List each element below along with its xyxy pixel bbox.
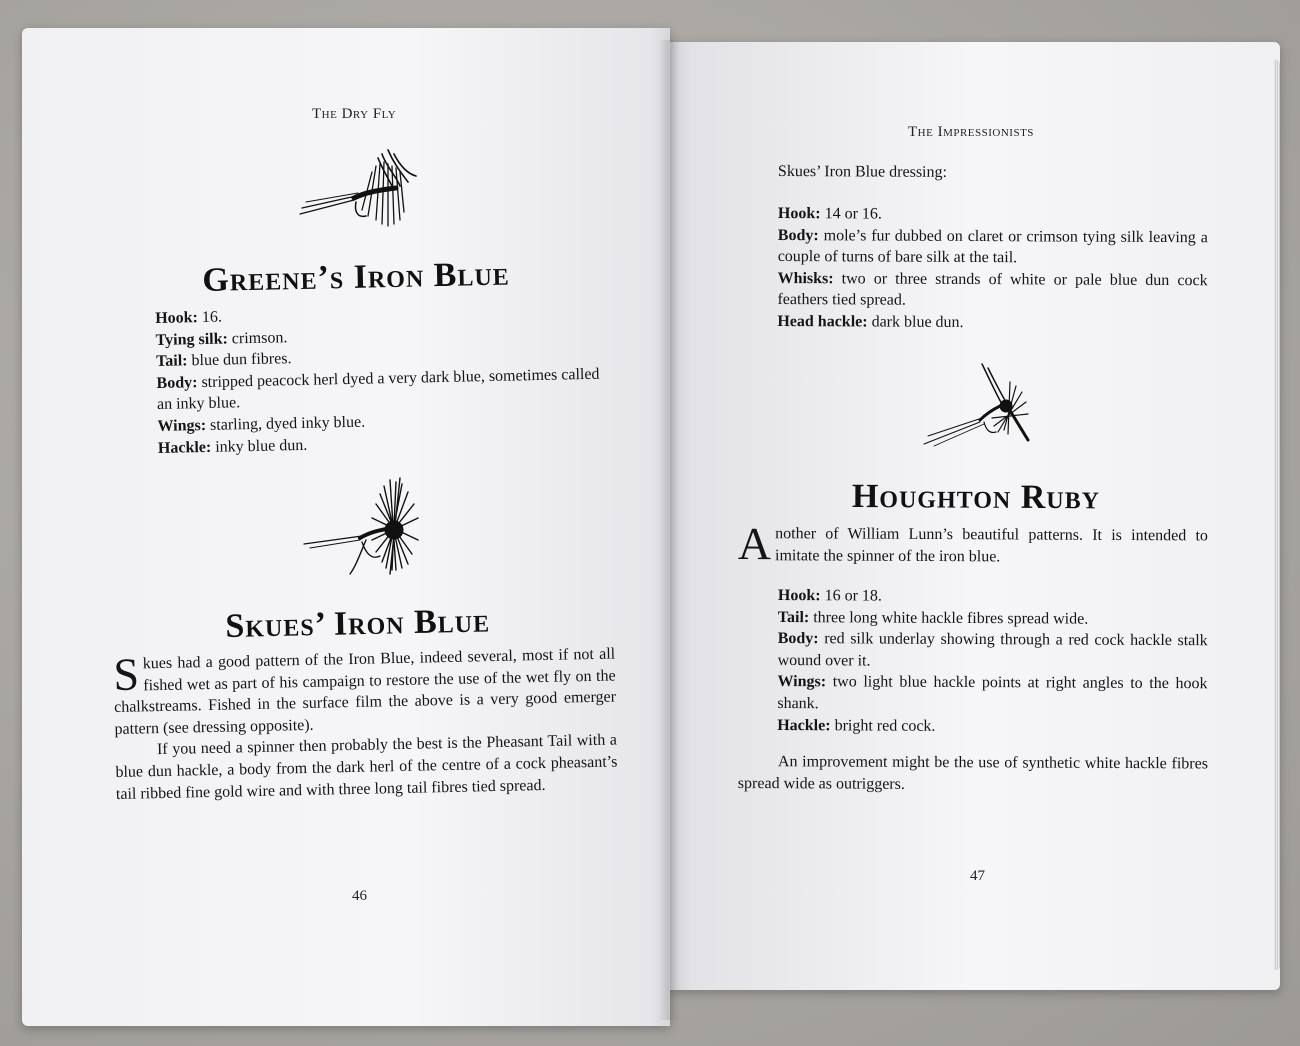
dressing-item: Head hackle: dark blue dun. <box>777 312 964 331</box>
right-page-number: 47 <box>970 868 985 884</box>
left-running-head: The Dry Fly <box>312 106 397 122</box>
drop-cap: A <box>737 518 772 570</box>
skues-paragraph-1: Skues had a good pattern of the Iron Blue, indeed several, most if not all fished wet as part of his campaign to restore the use of the wet fly on the chalkstreams. Fished in the surface film the above is a very good emerger pattern (see dressing opposite). <box>112 645 617 738</box>
dressing-item: Tail: three long white hackle fibres spread wide. <box>777 608 1089 628</box>
dry-fly-illustration-1 <box>296 146 430 238</box>
drop-cap: S <box>112 648 140 700</box>
left-page-number: 46 <box>352 888 367 904</box>
dressing-item: Hook: 16 or 18. <box>777 587 882 605</box>
dressing-item: Body: mole’s fur dubbed on claret or crimson tying silk leaving a couple of turns of bare silk at the tail. <box>777 226 1208 267</box>
dressing-item: Hook: 16. <box>155 308 223 327</box>
skues-dressing-list <box>777 203 1208 335</box>
dry-fly-illustration-2 <box>300 474 430 578</box>
houghton-dressing-list <box>777 585 1208 738</box>
book-gutter <box>658 40 680 1020</box>
dressing-item: Body: red silk underlay showing through a red cock hackle stalk wound over it. <box>777 630 1208 670</box>
greene-dressing-list <box>155 298 620 459</box>
houghton-ruby-title: Houghton Ruby <box>851 478 1101 517</box>
skues-text <box>113 643 618 805</box>
dressing-item: Body: stripped peacock herl dyed a very dark blue, sometimes called an inky blue. <box>156 365 600 414</box>
dressing-item: Hackle: bright red cock. <box>777 716 936 735</box>
skues-iron-blue-title: Skues’ Iron Blue <box>225 602 491 645</box>
dressing-item: Tail: blue dun fibres. <box>155 350 292 371</box>
houghton-intro: Another of William Lunn’s beautiful patterns. It is intended to imitate the spinner of the iron blue. <box>737 518 1208 570</box>
right-running-head: The Impressionists <box>908 124 1034 140</box>
greene-iron-blue-title: Greene’s Iron Blue <box>202 255 511 299</box>
dressing-item: Whisks: two or three strands of white or pale blue dun cock feathers tied spread. <box>777 269 1208 310</box>
skues-paragraph-2: If you need a spinner then probably the best is the Pheasant Tail with a blue dun hackle, a body from the dark herl of the centre of a cock pheasant’s tail ribbed fine gold wire and with three long tail fibres tied spread. <box>115 731 618 803</box>
page-edges <box>1274 60 1280 970</box>
spinner-fly-illustration <box>920 360 1032 450</box>
dressing-item: Hook: 14 or 16. <box>777 204 882 223</box>
dressing-item: Wings: two light blue hackle points at right angles to the hook shank. <box>777 673 1208 713</box>
dressing-item: Wings: starling, dyed inky blue. <box>157 413 366 435</box>
dressing-item: Hackle: inky blue dun. <box>157 436 308 457</box>
dressing-item: Tying silk: crimson. <box>155 328 288 349</box>
houghton-closing-paragraph: An improvement might be the use of synthetic white hackle fibres spread wide as outriggers. <box>737 753 1208 793</box>
skues-dressing-intro: Skues’ Iron Blue dressing: <box>777 162 948 181</box>
